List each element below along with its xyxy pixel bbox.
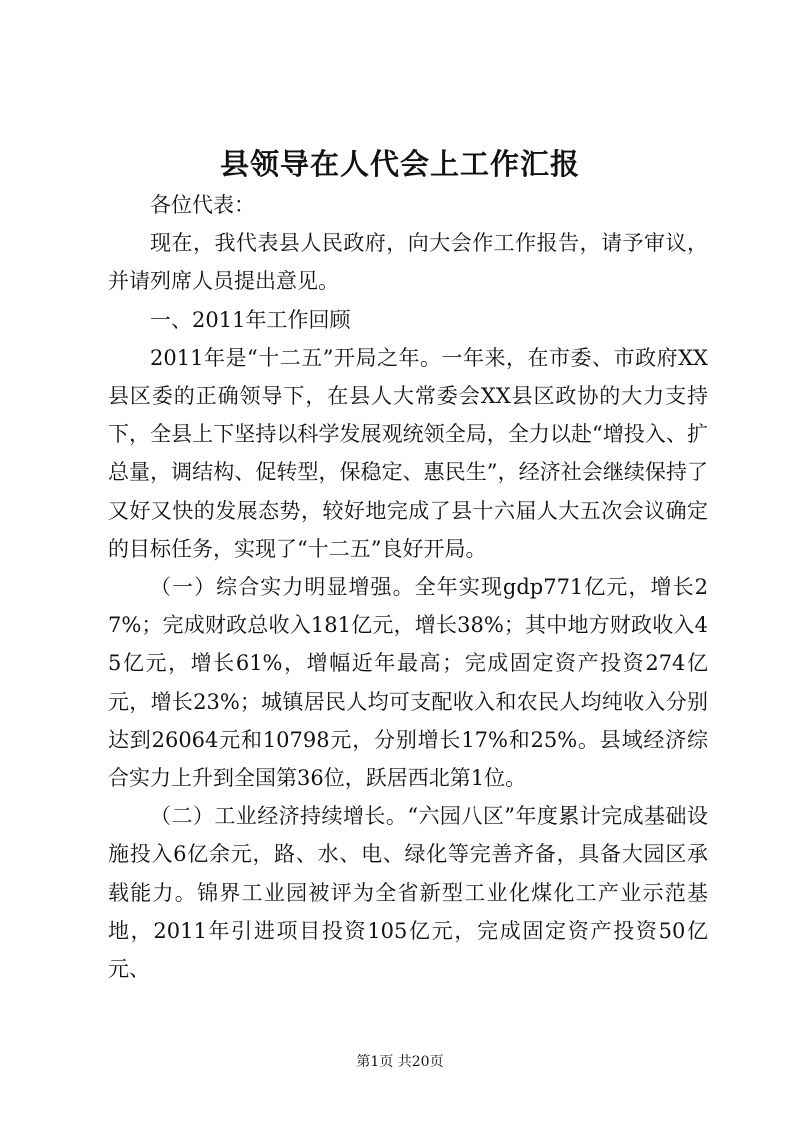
review-paragraph: 2011年是“十二五”开局之年。一年来，在市委、市政府XX县区委的正确领导下，在县人大常委会XX县区政协的大力支持下，全县上下坚持以科学发展观统领全局，全力以赴“增投入、扩总量，调结构、促转型，保稳定、惠民生”，经济社会继续保持了又好又快的发展态势，较好地完成了县十六届人大五次会议确定的目标任务，实现了“十二五”良好开局。 <box>108 345 708 561</box>
salutation-paragraph: 各位代表： <box>150 193 255 217</box>
intro-paragraph: 现在，我代表县人民政府，向大会作工作报告，请予审议，并请列席人员提出意见。 <box>108 231 708 294</box>
strength-paragraph: （一）综合实力明显增强。全年实现gdp771亿元，增长27%；完成财政总收入181亿元，增长38%；其中地方财政收入45亿元，增长61%，增幅近年最高；完成固定资产投资274亿元，增长23%；城镇居民人均可支配收入和农民人均纯收入分别达到26064元和10798元，分别增长17%和25%。县域经济综合实力上升到全国第36位，跃居西北第1位。 <box>108 575 708 791</box>
section-heading: 一、2011年工作回顾 <box>150 307 351 332</box>
industry-paragraph: （二）工业经济持续增长。“六园八区”年度累计完成基础设施投入6亿余元，路、水、电、绿化等完善齐备，具备大园区承载能力。锦界工业园被评为全省新型工业化煤化工产业示范基地，2011年引进项目投资105亿元，完成固定资产投资50亿元、 <box>108 804 708 982</box>
page-number-footer: 第1页 共20页 <box>356 1054 444 1070</box>
document-title: 县领导在人代会上工作汇报 <box>219 147 580 181</box>
document-body <box>108 186 708 988</box>
